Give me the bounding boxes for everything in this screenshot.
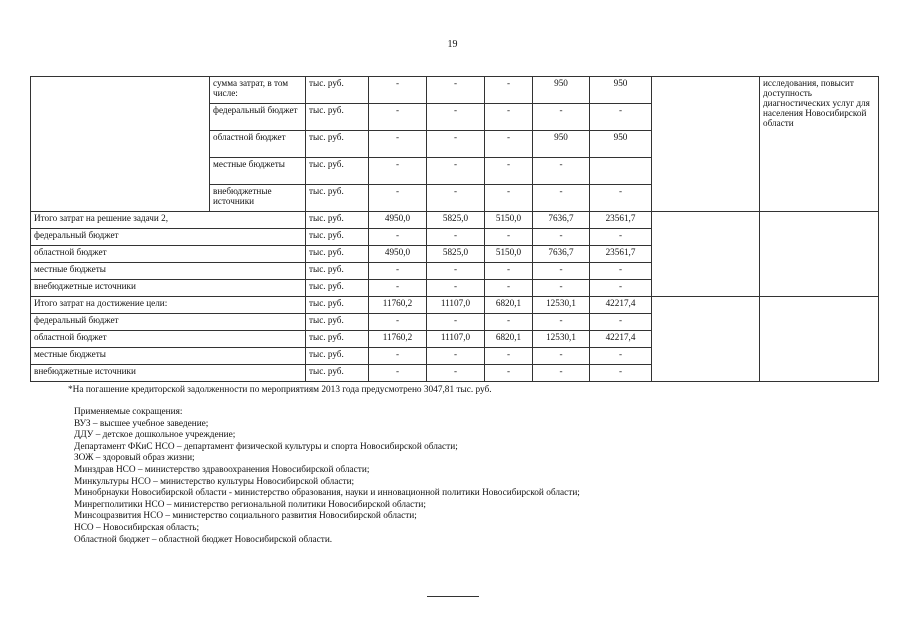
row-label: внебюджетные источники <box>31 280 306 297</box>
value-cell: - <box>590 365 652 382</box>
page-rule <box>427 596 479 597</box>
unit-cell: тыс. руб. <box>306 263 369 280</box>
value-cell: 11107,0 <box>427 331 485 348</box>
value-cell: - <box>533 104 590 131</box>
value-cell: 23561,7 <box>590 246 652 263</box>
measure-cell <box>31 77 210 212</box>
value-cell: - <box>590 263 652 280</box>
value-cell: - <box>369 158 427 185</box>
value-cell: 11760,2 <box>369 331 427 348</box>
result-cell: исследования, повысит доступность диагностических услуг для населения Новосибирской области <box>760 77 879 212</box>
value-cell: 950 <box>590 77 652 104</box>
row-label: областной бюджет <box>31 246 306 263</box>
value-cell: - <box>427 185 485 212</box>
row-label: местные бюджеты <box>210 158 306 185</box>
value-cell: - <box>427 348 485 365</box>
value-cell: 11760,2 <box>369 297 427 314</box>
unit-cell: тыс. руб. <box>306 365 369 382</box>
value-cell: - <box>369 229 427 246</box>
abbreviation-item: Областной бюджет – областной бюджет Новосибирской области. <box>74 534 333 545</box>
value-cell: - <box>590 348 652 365</box>
value-cell: - <box>427 104 485 131</box>
value-cell: - <box>369 263 427 280</box>
value-cell: - <box>533 365 590 382</box>
value-cell: - <box>485 131 533 158</box>
value-cell: 6820,1 <box>485 297 533 314</box>
unit-cell: тыс. руб. <box>306 280 369 297</box>
abbreviation-item: ДДУ – детское дошкольное учреждение; <box>74 430 236 441</box>
abbreviations-title: Применяемые сокращения: <box>74 407 183 417</box>
abbreviation-item: ЗОЖ – здоровый образ жизни; <box>74 453 195 464</box>
value-cell: - <box>485 104 533 131</box>
value-cell: - <box>427 158 485 185</box>
value-cell: - <box>369 131 427 158</box>
value-cell: - <box>427 77 485 104</box>
value-cell: - <box>590 104 652 131</box>
value-cell: - <box>485 158 533 185</box>
value-cell: 7636,7 <box>533 246 590 263</box>
value-cell: - <box>533 158 590 185</box>
row-label: внебюджетные источники <box>210 185 306 212</box>
abbreviation-item: Департамент ФКиС НСО – департамент физической культуры и спорта Новосибирской области; <box>74 441 458 452</box>
value-cell: 950 <box>590 131 652 158</box>
row-label: областной бюджет <box>210 131 306 158</box>
value-cell: 950 <box>533 77 590 104</box>
unit-cell: тыс. руб. <box>306 348 369 365</box>
value-cell: 4950,0 <box>369 212 427 229</box>
value-cell: 7636,7 <box>533 212 590 229</box>
row-label: сумма затрат, в том числе: <box>210 77 306 104</box>
value-cell: - <box>369 280 427 297</box>
value-cell <box>590 158 652 185</box>
goal-total-row <box>31 297 879 314</box>
value-cell: 4950,0 <box>369 246 427 263</box>
value-cell: - <box>485 365 533 382</box>
row-label: федеральный бюджет <box>210 104 306 131</box>
row-label: местные бюджеты <box>31 263 306 280</box>
unit-cell: тыс. руб. <box>306 314 369 331</box>
row-label: внебюджетные источники <box>31 365 306 382</box>
value-cell: 42217,4 <box>590 297 652 314</box>
unit-cell: тыс. руб. <box>306 77 369 104</box>
value-cell: - <box>533 185 590 212</box>
result-cell <box>760 297 879 382</box>
budget-table <box>30 76 879 382</box>
unit-cell: тыс. руб. <box>306 246 369 263</box>
value-cell: - <box>485 280 533 297</box>
value-cell: - <box>533 280 590 297</box>
row-label: федеральный бюджет <box>31 314 306 331</box>
value-cell: - <box>533 229 590 246</box>
value-cell: - <box>427 263 485 280</box>
abbreviation-item: Минобрнауки Новосибирской области - министерство образования, науки и инновационной политики Новосибирской области; <box>74 488 580 499</box>
value-cell: - <box>369 77 427 104</box>
value-cell: - <box>485 348 533 365</box>
page-number: 19 <box>447 39 458 50</box>
value-cell: - <box>427 314 485 331</box>
abbreviation-item: Минкультуры НСО – министерство культуры Новосибирской области; <box>74 476 355 487</box>
unit-cell: тыс. руб. <box>306 104 369 131</box>
unit-cell: тыс. руб. <box>306 158 369 185</box>
unit-cell: тыс. руб. <box>306 229 369 246</box>
footnote: *На погашение кредиторской задолженности по мероприятиям 2013 года предусмотрено 3047,81 тыс. руб. <box>68 385 492 395</box>
value-cell: 11107,0 <box>427 297 485 314</box>
row-label: Итого затрат на решение задачи 2, <box>31 212 306 229</box>
unit-cell: тыс. руб. <box>306 331 369 348</box>
value-cell: - <box>485 263 533 280</box>
result-cell <box>760 212 879 297</box>
value-cell: 42217,4 <box>590 331 652 348</box>
value-cell: - <box>485 314 533 331</box>
row-label: областной бюджет <box>31 331 306 348</box>
abbreviations-block <box>74 407 580 546</box>
value-cell: 23561,7 <box>590 212 652 229</box>
value-cell: - <box>590 185 652 212</box>
value-cell: 5825,0 <box>427 212 485 229</box>
table-row <box>31 77 879 104</box>
value-cell: - <box>427 280 485 297</box>
value-cell: - <box>427 365 485 382</box>
abbreviation-item: НСО – Новосибирская область; <box>74 522 200 533</box>
value-cell: 12530,1 <box>533 331 590 348</box>
value-cell: - <box>369 314 427 331</box>
abbreviations-list <box>74 419 580 547</box>
executor-cell <box>652 297 760 382</box>
value-cell: - <box>485 185 533 212</box>
value-cell: - <box>427 131 485 158</box>
row-label: федеральный бюджет <box>31 229 306 246</box>
value-cell: - <box>485 229 533 246</box>
row-label: местные бюджеты <box>31 348 306 365</box>
value-cell: - <box>369 104 427 131</box>
unit-cell: тыс. руб. <box>306 131 369 158</box>
value-cell: - <box>427 229 485 246</box>
unit-cell: тыс. руб. <box>306 212 369 229</box>
value-cell: 5150,0 <box>485 246 533 263</box>
task-total-row <box>31 212 879 229</box>
executor-cell <box>652 77 760 212</box>
value-cell: - <box>590 314 652 331</box>
value-cell: 5150,0 <box>485 212 533 229</box>
executor-cell <box>652 212 760 297</box>
value-cell: - <box>485 77 533 104</box>
unit-cell: тыс. руб. <box>306 297 369 314</box>
value-cell: - <box>369 185 427 212</box>
abbreviation-item: Минздрав НСО – министерство здравоохранения Новосибирской области; <box>74 464 370 475</box>
value-cell: - <box>533 348 590 365</box>
value-cell: - <box>533 263 590 280</box>
value-cell: - <box>533 314 590 331</box>
value-cell: - <box>590 280 652 297</box>
value-cell: 5825,0 <box>427 246 485 263</box>
value-cell: 950 <box>533 131 590 158</box>
row-label: Итого затрат на достижение цели: <box>31 297 306 314</box>
value-cell: 12530,1 <box>533 297 590 314</box>
abbreviation-item: Минсоцразвития НСО – министерство социального развития Новосибирской области; <box>74 511 417 522</box>
value-cell: 6820,1 <box>485 331 533 348</box>
value-cell: - <box>369 348 427 365</box>
abbreviation-item: Минрегполитики НСО – министерство региональной политики Новосибирской области; <box>74 499 426 510</box>
unit-cell: тыс. руб. <box>306 185 369 212</box>
abbreviation-item: ВУЗ – высшее учебное заведение; <box>74 418 209 429</box>
value-cell: - <box>369 365 427 382</box>
value-cell: - <box>590 229 652 246</box>
